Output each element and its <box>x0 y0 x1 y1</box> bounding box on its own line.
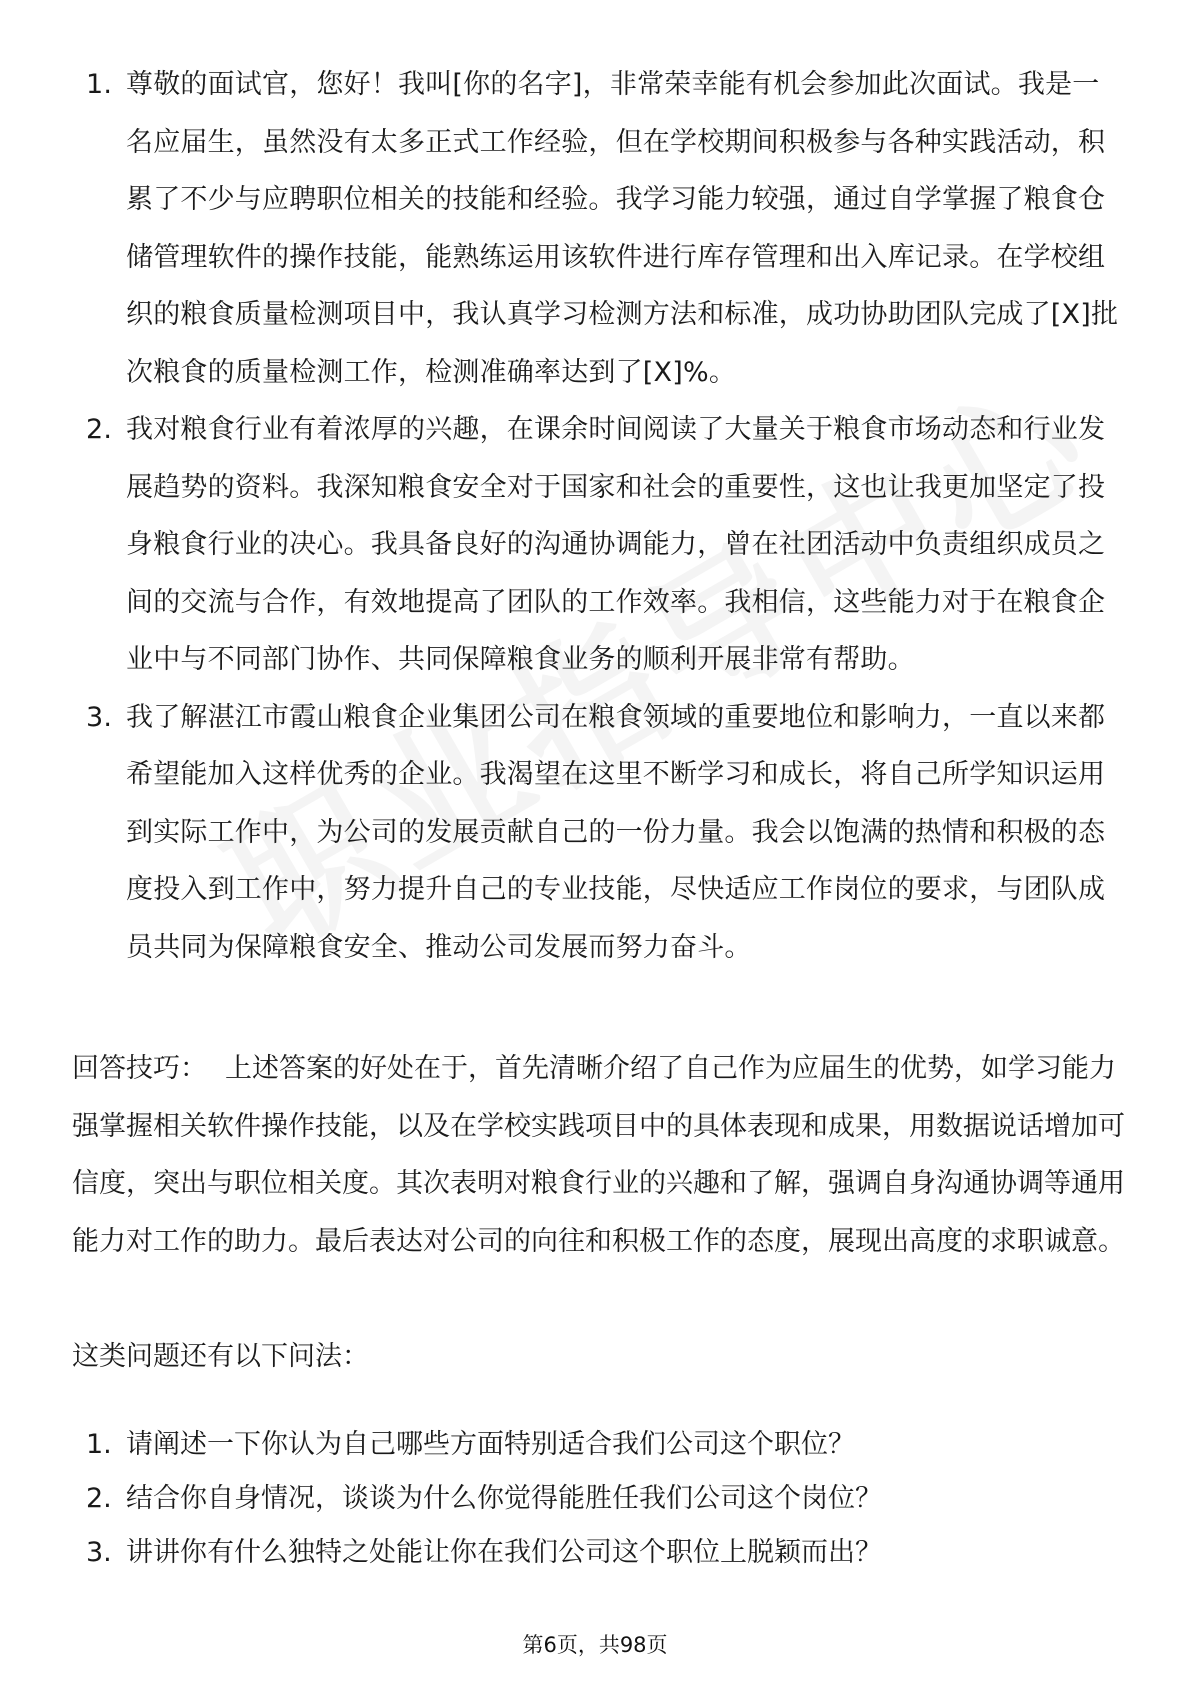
list-number: 1. <box>86 69 113 100</box>
question-text: 请阐述一下你认为自己哪些方面特别适合我们公司这个职位？ <box>126 1429 855 1460</box>
question-text: 结合你自身情况，谈谈为什么你觉得能胜任我们公司这个岗位？ <box>126 1483 882 1514</box>
list-number: 1. <box>86 1429 112 1460</box>
answer-tips <box>72 1040 1126 1270</box>
tips-text: 上述答案的好处在于，首先清晰介绍了自己作为应届生的优势，如学习能力强掌握相关软件操作技能，以及在学校实践项目中的具体表现和成果，用数据说话增加可信度，突出与职位相关度。其次表明对粮食行业的兴趣和了解，强调自身沟通协调等通用能力对工作的助力。最后表达对公司的向往和积极工作的态度，展现出高度的求职诚意。 <box>72 1053 1125 1257</box>
question-item <box>86 1418 1126 1472</box>
answer-item <box>86 401 1126 689</box>
list-number: 2. <box>86 1483 112 1514</box>
list-number: 3. <box>86 1537 112 1568</box>
answer-item <box>86 689 1126 977</box>
more-questions-title: 这类问题还有以下问法： <box>72 1341 369 1372</box>
question-text: 讲讲你有什么独特之处能让你在我们公司这个职位上脱颖而出？ <box>126 1537 882 1568</box>
answer-text: 我了解湛江市霞山粮食企业集团公司在粮食领域的重要地位和影响力，一直以来都希望能加入这样优秀的企业。我渴望在这里不断学习和成长，将自己所学知识运用到实际工作中，为公司的发展贡献自己的一份力量。我会以饱满的热情和积极的态度投入到工作中，努力提升自己的专业技能，尽快适应工作岗位的要求，与团队成员共同为保障粮食安全、推动公司发展而努力奋斗。 <box>126 701 1106 963</box>
question-item <box>86 1526 1126 1580</box>
answer-text: 尊敬的面试官，您好！我叫[你的名字]，非常荣幸能有机会参加此次面试。我是一名应届生，虽然没有太多正式工作经验，但在学校期间积极参与各种实践活动，积累了不少与应聘职位相关的技能和经验。我学习能力较强，通过自学掌握了粮食仓储管理软件的操作技能，能熟练运用该软件进行库存管理和出入库记录。在学校组织的粮食质量检测项目中，我认真学习检测方法和标准，成功协助团队完成了[X]批次粮食的质量检测工作，检测准确率达到了[X]%。 <box>126 69 1119 388</box>
page-footer: 第6页，共98页 <box>522 1633 668 1657</box>
answer-text: 我对粮食行业有着浓厚的兴趣，在课余时间阅读了大量关于粮食市场动态和行业发展趋势的资料。我深知粮食安全对于国家和社会的重要性，这也让我更加坚定了投身粮食行业的决心。我具备良好的沟通协调能力，曾在社团活动中负责组织成员之间的交流与合作，有效地提高了团队的工作效率。我相信，这些能力对于在粮食企业中与不同部门协作、共同保障粮食业务的顺利开展非常有帮助。 <box>126 414 1106 675</box>
answer-item <box>86 56 1126 401</box>
question-list <box>86 1418 1126 1580</box>
question-item <box>86 1472 1126 1526</box>
tips-label: 回答技巧： <box>72 1053 207 1084</box>
list-number: 3. <box>86 701 113 733</box>
answer-list <box>86 56 1126 976</box>
list-number: 2. <box>86 414 113 445</box>
